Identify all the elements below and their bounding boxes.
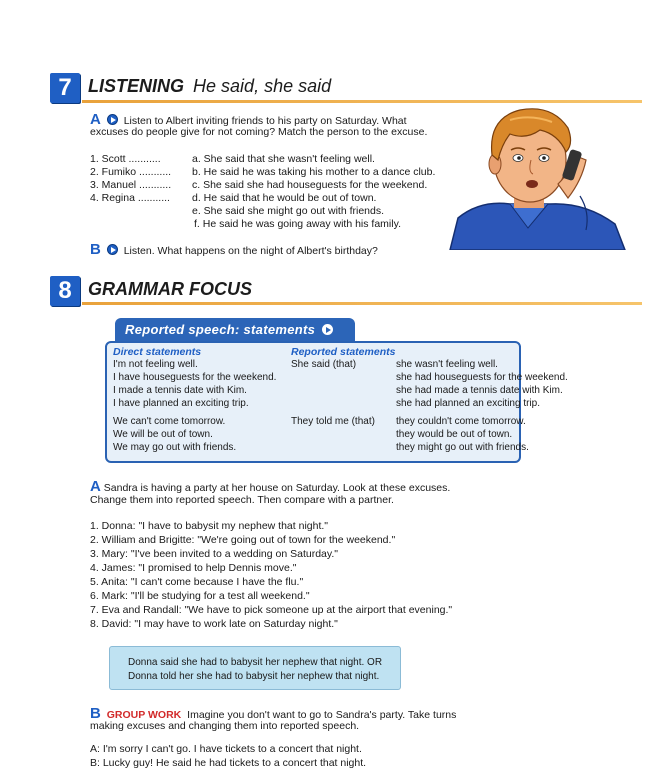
dialogue-line: B: Lucky guy! He said he had tickets to a concert that night. (90, 757, 367, 769)
direct-statements-heading: Direct statements (113, 346, 202, 358)
direct-statement: We will be out of town. (113, 429, 213, 440)
reported-statement: she had houseguests for the weekend. (396, 372, 568, 383)
excuse-exercise-item: 7. Eva and Randall: "We have to pick someone up at the airport that evening." (90, 604, 453, 616)
excuse-item: e. She said she might go out with friends. (192, 205, 385, 217)
audio-icon[interactable] (107, 244, 118, 255)
excuse-exercise-item: 8. David: "I may have to work late on Saturday night." (90, 618, 338, 630)
audio-icon[interactable] (322, 324, 333, 335)
direct-statement: I have planned an exciting trip. (113, 398, 249, 409)
section-8-number: 8 (50, 276, 80, 306)
said-that-label: She said (that) (291, 359, 357, 370)
group-work-label: GROUP WORK (106, 709, 182, 721)
part-b-letter: B (90, 705, 101, 722)
excuse-exercise-item: 4. James: "I promised to help Dennis move." (90, 562, 297, 574)
listening-heading: LISTENING (88, 76, 185, 96)
person-item: 1. Scott ........... (90, 153, 161, 165)
section-8-part-b-line-1: B GROUP WORK Imagine you don't want to go to Sandra's party. Take turns (90, 705, 457, 722)
section-7-part-a-line-2: excuses do people give for not coming? Match the person to the excuse. (90, 126, 428, 138)
excuse-item: c. She said she had houseguests for the weekend. (192, 179, 428, 191)
part-a-letter: A (90, 478, 101, 495)
dialogue-line: A: I'm sorry I can't go. I have tickets to a concert that night. (90, 743, 362, 755)
direct-statement: I have houseguests for the weekend. (113, 372, 277, 383)
excuse-exercise-item: 2. William and Brigitte: "We're going out of town for the weekend." (90, 534, 396, 546)
reported-statement: they couldn't come tomorrow. (396, 416, 526, 427)
direct-statement: We can't come tomorrow. (113, 416, 226, 427)
section-7-part-b: B Listen. What happens on the night of Albert's birthday? (90, 241, 378, 258)
person-item: 4. Regina ........... (90, 192, 170, 204)
direct-statement: I made a tennis date with Kim. (113, 385, 247, 396)
excuse-exercise-item: 3. Mary: "I've been invited to a wedding on Saturday." (90, 548, 338, 560)
section-8-title: GRAMMAR FOCUS (88, 279, 252, 299)
section-8-rule (82, 302, 642, 305)
direct-statement: We may go out with friends. (113, 442, 237, 453)
excuse-item: a. She said that she wasn't feeling well. (192, 153, 375, 165)
reported-statement: she had made a tennis date with Kim. (396, 385, 563, 396)
person-item: 3. Manuel ........... (90, 179, 172, 191)
excuse-exercise-item: 6. Mark: "I'll be studying for a test all weekend." (90, 590, 310, 602)
listening-subtitle: He said, she said (193, 76, 332, 96)
audio-icon[interactable] (107, 114, 118, 125)
reported-statements-heading: Reported statements (291, 346, 396, 358)
example-line: Donna said she had to babysit her nephew that night. OR (128, 657, 383, 668)
direct-statement: I'm not feeling well. (113, 359, 198, 370)
grammar-box-tab: Reported speech: statements (115, 318, 355, 342)
excuse-exercise-item: 5. Anita: "I can't come because I have the flu." (90, 576, 304, 588)
told-me-that-label: They told me (that) (291, 416, 375, 427)
section-8-part-b-line-2: making excuses and changing them into reported speech. (90, 720, 360, 732)
excuse-item: f. He said he was going away with his family. (194, 218, 401, 230)
section-7-number: 7 (50, 73, 80, 103)
section-7-title (88, 76, 331, 97)
excuse-exercise-item: 1. Donna: "I have to babysit my nephew that night." (90, 520, 329, 532)
section-8-part-a-line-1: A Sandra is having a party at her house on Saturday. Look at these excuses. (90, 478, 451, 495)
reported-statement: they would be out of town. (396, 429, 513, 440)
person-item: 2. Fumiko ........... (90, 166, 172, 178)
excuse-item: b. He said he was taking his mother to a dance club. (192, 166, 436, 178)
part-b-letter: B (90, 241, 101, 258)
man-on-phone-illustration (440, 100, 630, 250)
example-line: Donna told her she had to babysit her nephew that night. (128, 671, 380, 682)
excuse-item: d. He said that he would be out of town. (192, 192, 377, 204)
reported-statement: they might go out with friends. (396, 442, 529, 453)
section-8-part-a-line-2: Change them into reported speech. Then compare with a partner. (90, 494, 394, 506)
section-7-part-a-line-1: A Listen to Albert inviting friends to his party on Saturday. What (90, 111, 407, 128)
part-a-letter: A (90, 111, 101, 128)
reported-statement: she wasn't feeling well. (396, 359, 498, 370)
reported-statement: she had planned an exciting trip. (396, 398, 540, 409)
